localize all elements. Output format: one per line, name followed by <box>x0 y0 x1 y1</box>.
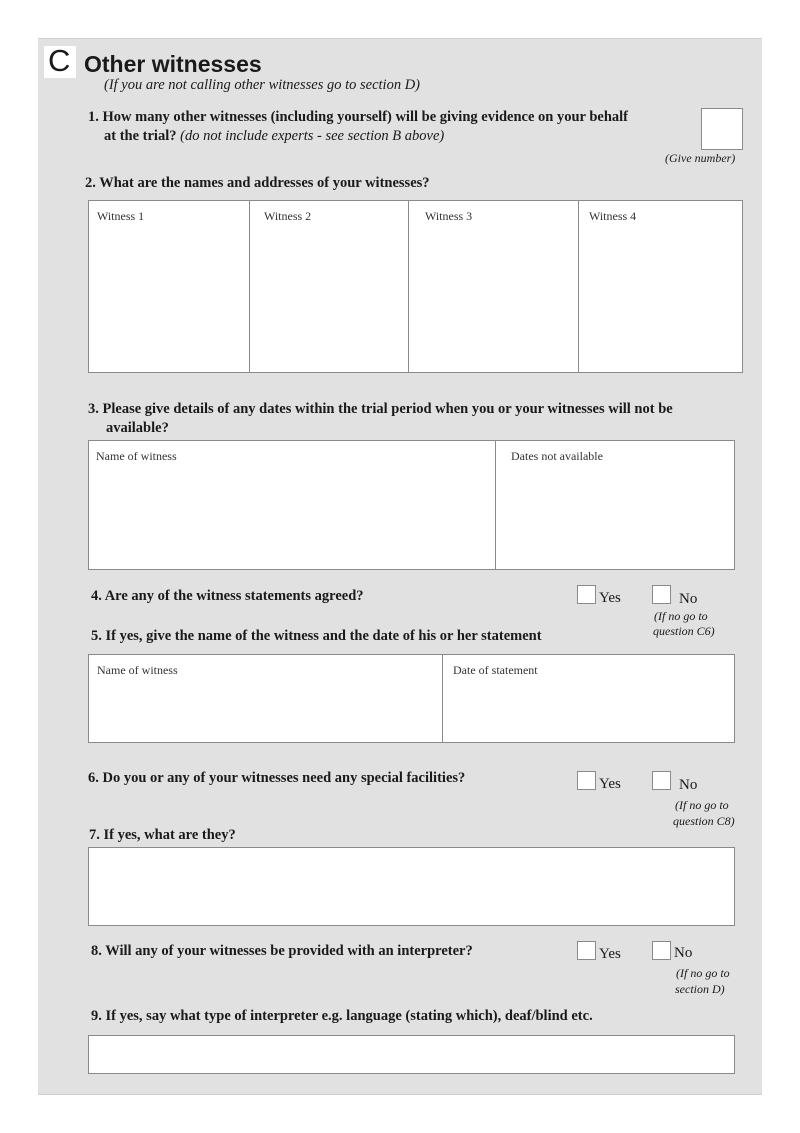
q8-no-checkbox[interactable] <box>652 941 671 960</box>
q5-text: 5. If yes, give the name of the witness and the date of his or her statement <box>91 628 542 644</box>
special-facilities-field[interactable] <box>88 847 735 926</box>
q4-skip-note-line2: question C6) <box>653 624 715 638</box>
statement-witness-header: Name of witness <box>97 663 178 677</box>
q8-skip-note-line1: (If no go to <box>676 966 730 980</box>
q2-text: 2. What are the names and addresses of your witnesses? <box>85 175 430 191</box>
witness-2-field[interactable] <box>251 227 407 372</box>
q4-yes-checkbox[interactable] <box>577 585 596 604</box>
q4-no-checkbox[interactable] <box>652 585 671 604</box>
q3-text-line1: 3. Please give details of any dates within the trial period when you or your witnesses will not be <box>88 401 673 417</box>
q3-text-line2: available? <box>106 420 169 436</box>
witness-1-header: Witness 1 <box>97 209 145 223</box>
section-subtitle: (If you are not calling other witnesses go to section D) <box>104 77 420 93</box>
dates-not-available-header: Dates not available <box>511 449 603 463</box>
unavailable-dates-table <box>88 440 735 570</box>
statement-date-field[interactable] <box>444 681 734 742</box>
col-divider <box>442 655 443 742</box>
q8-no-label: No <box>674 945 693 961</box>
date-of-statement-header: Date of statement <box>453 663 538 677</box>
q6-yes-checkbox[interactable] <box>577 771 596 790</box>
interpreter-type-field[interactable] <box>88 1035 735 1074</box>
q8-yes-checkbox[interactable] <box>577 941 596 960</box>
q6-skip-note-line2: question C8) <box>673 814 735 828</box>
q4-no-label: No <box>679 591 698 607</box>
q1-text-line1: 1. How many other witnesses (including yourself) will be giving evidence on your behalf <box>88 109 629 125</box>
name-of-witness-header: Name of witness <box>96 449 177 463</box>
q8-yes-label: Yes <box>599 946 621 962</box>
agreed-statements-table <box>88 654 735 743</box>
statement-witness-field[interactable] <box>90 681 441 742</box>
q1-text-b: at the trial? <box>104 128 177 144</box>
q8-text: 8. Will any of your witnesses be provided with an interpreter? <box>91 943 473 959</box>
q8-skip-note-line2: section D) <box>675 982 725 996</box>
q7-text: 7. If yes, what are they? <box>89 827 236 843</box>
q1-text-line2 <box>104 127 444 146</box>
q6-skip-note-line1: (If no go to <box>675 798 729 812</box>
witness-4-field[interactable] <box>580 227 742 372</box>
q6-no-label: No <box>679 777 698 793</box>
witness-count-field[interactable] <box>701 108 743 150</box>
q6-text: 6. Do you or any of your witnesses need any special facilities? <box>88 770 466 786</box>
q6-yes-label: Yes <box>599 776 621 792</box>
col-divider <box>578 201 579 372</box>
q6-no-checkbox[interactable] <box>652 771 671 790</box>
witness-4-header: Witness 4 <box>589 209 637 223</box>
col-divider <box>249 201 250 372</box>
q9-text: 9. If yes, say what type of interpreter e.g. language (stating which), deaf/blind etc. <box>91 1008 593 1024</box>
unavailable-witness-name-field[interactable] <box>90 467 494 569</box>
give-number-label: (Give number) <box>665 151 736 165</box>
q4-text: 4. Are any of the witness statements agreed? <box>91 588 364 604</box>
unavailable-dates-field[interactable] <box>497 467 734 569</box>
section-title: Other witnesses <box>84 51 262 77</box>
q4-skip-note-line1: (If no go to <box>654 609 708 623</box>
col-divider <box>408 201 409 372</box>
q1-note: (do not include experts - see section B above) <box>180 128 445 144</box>
witness-2-header: Witness 2 <box>264 209 312 223</box>
witness-names-table <box>88 200 743 373</box>
witness-3-header: Witness 3 <box>425 209 473 223</box>
section-letter: C <box>48 43 71 78</box>
section-letter-box <box>44 43 76 78</box>
col-divider <box>495 441 496 569</box>
witness-1-field[interactable] <box>90 227 248 372</box>
witness-3-field[interactable] <box>410 227 577 372</box>
q4-yes-label: Yes <box>599 590 621 606</box>
